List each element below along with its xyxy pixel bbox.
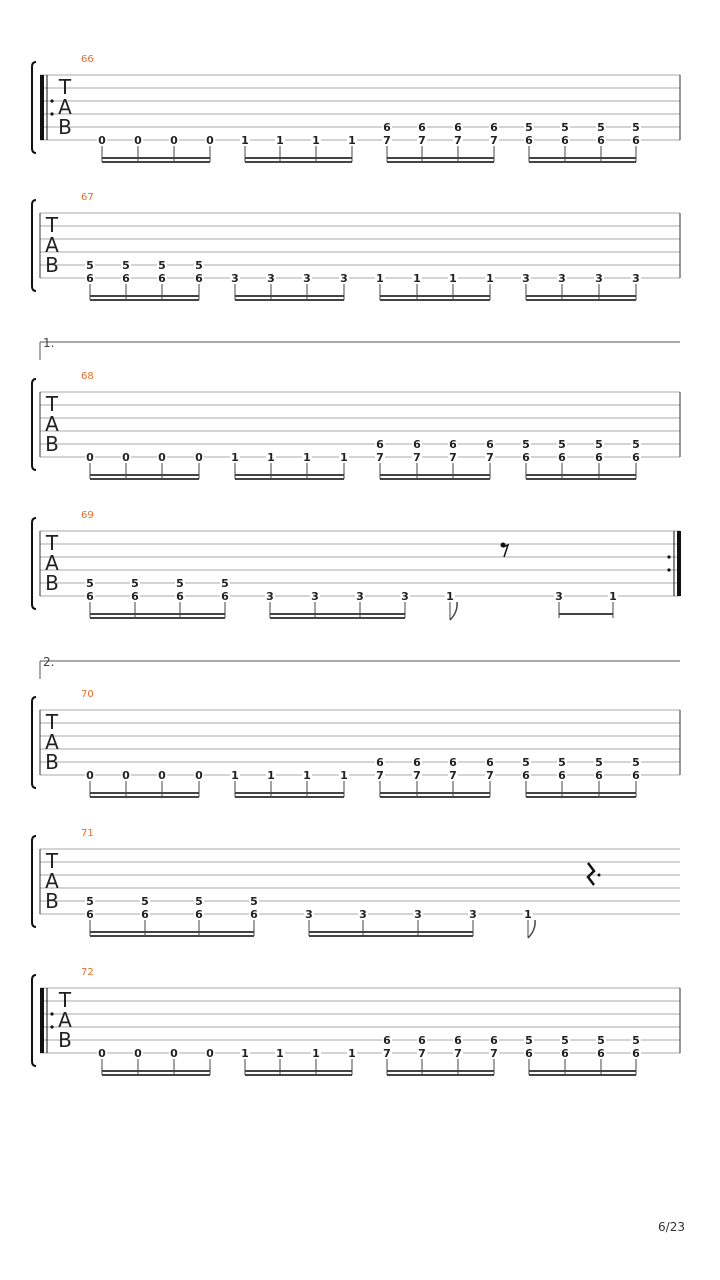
fret-number: 1 (376, 272, 384, 285)
fret-number: 7 (418, 1047, 426, 1060)
fret-number: 6 (632, 451, 640, 464)
fret-number: 3 (303, 272, 311, 285)
fret-number: 0 (122, 769, 130, 782)
fret-number: 6 (454, 1034, 462, 1047)
fret-number: 3 (632, 272, 640, 285)
fret-number: 5 (632, 121, 640, 134)
beat-group (230, 769, 349, 797)
fret-number: 6 (195, 908, 203, 921)
repeat-dot (50, 99, 53, 102)
fret-number: 6 (454, 121, 462, 134)
fret-number: 3 (414, 908, 422, 921)
fret-number: 0 (98, 1047, 106, 1060)
fret-number: 5 (632, 438, 640, 451)
fret-number: 5 (250, 895, 258, 908)
beat-group (240, 134, 357, 162)
tab-letter-t: T (45, 849, 59, 873)
fret-number: 6 (449, 756, 457, 769)
eighth-rest (501, 543, 509, 558)
fret-number: 6 (561, 1047, 569, 1060)
repeat-dot (50, 1025, 53, 1028)
repeat-dot (50, 112, 53, 115)
fret-number: 7 (454, 1047, 462, 1060)
fret-number: 6 (122, 272, 130, 285)
fret-number: 1 (231, 769, 239, 782)
fret-number: 5 (131, 577, 139, 590)
fret-number: 5 (195, 259, 203, 272)
fret-number: 1 (446, 590, 454, 603)
repeat-dot (667, 568, 670, 571)
rest-stroke (503, 545, 508, 557)
fret-number: 0 (134, 134, 142, 147)
fret-number: 7 (486, 451, 494, 464)
system-bracket (32, 697, 36, 788)
fret-number: 6 (525, 1047, 533, 1060)
fret-number: 5 (176, 577, 184, 590)
fret-number: 1 (486, 272, 494, 285)
tab-letter-t: T (45, 710, 59, 734)
fret-number: 1 (340, 769, 348, 782)
tab-system (32, 967, 680, 1075)
system-bracket (32, 62, 36, 153)
fret-number: 7 (454, 134, 462, 147)
fret-number: 5 (195, 895, 203, 908)
fret-number: 5 (597, 121, 605, 134)
fret-number: 5 (522, 438, 530, 451)
fret-number: 1 (609, 590, 617, 603)
measure-number: 72 (81, 967, 94, 978)
beat-group (375, 272, 495, 300)
page-number: 6/23 (658, 1220, 685, 1234)
beat-group (230, 451, 349, 479)
fret-number: 3 (555, 590, 563, 603)
volta-bracket (40, 336, 680, 360)
note-flag (450, 602, 457, 620)
repeat-start-thick-bar (40, 988, 44, 1053)
note-flag (528, 920, 535, 938)
tab-letter-t: T (58, 988, 72, 1012)
fret-number: 5 (86, 577, 94, 590)
fret-number: 5 (86, 895, 94, 908)
fret-number: 1 (340, 451, 348, 464)
measure-number: 68 (81, 371, 94, 382)
fret-number: 7 (490, 134, 498, 147)
fret-number: 3 (359, 908, 367, 921)
fret-number: 6 (486, 438, 494, 451)
beat-group (554, 590, 618, 618)
tab-letter-b: B (58, 1028, 72, 1052)
fret-number: 5 (86, 259, 94, 272)
fret-number: 6 (86, 272, 94, 285)
fret-number: 5 (632, 1034, 640, 1047)
system-bracket (32, 836, 36, 927)
fret-number: 3 (311, 590, 319, 603)
fret-number: 1 (348, 134, 356, 147)
fret-number: 1 (241, 1047, 249, 1060)
beat-group (265, 590, 410, 618)
fret-number: 0 (206, 1047, 214, 1060)
fret-number: 6 (376, 756, 384, 769)
fret-number: 0 (158, 451, 166, 464)
fret-number: 5 (632, 756, 640, 769)
fret-number: 5 (595, 438, 603, 451)
fret-number: 6 (522, 769, 530, 782)
tab-system (32, 689, 680, 797)
repeat-dot (50, 1012, 53, 1015)
fret-number: 7 (383, 134, 391, 147)
fret-number: 1 (303, 769, 311, 782)
tab-letter-t: T (58, 75, 72, 99)
tab-letter-a: A (45, 233, 59, 257)
fret-number: 7 (376, 451, 384, 464)
tab-letter-t: T (45, 531, 59, 555)
fret-number: 6 (522, 451, 530, 464)
fret-number: 5 (595, 756, 603, 769)
volta-label: 2. (43, 655, 55, 669)
system-bracket (32, 200, 36, 291)
fret-number: 5 (522, 756, 530, 769)
fret-number: 6 (558, 769, 566, 782)
fret-number: 5 (221, 577, 229, 590)
fret-number: 3 (595, 272, 603, 285)
tab-system (32, 510, 681, 620)
fret-number: 3 (522, 272, 530, 285)
tab-letter-b: B (45, 571, 59, 595)
fret-number: 3 (305, 908, 313, 921)
beat-group (445, 590, 457, 620)
fret-number: 6 (176, 590, 184, 603)
fret-number: 0 (134, 1047, 142, 1060)
fret-number: 5 (558, 438, 566, 451)
fret-number: 6 (195, 272, 203, 285)
measure-number: 67 (81, 192, 94, 203)
fret-number: 6 (486, 756, 494, 769)
fret-number: 1 (348, 1047, 356, 1060)
repeat-start-thick-bar (40, 75, 44, 140)
fret-number: 6 (221, 590, 229, 603)
fret-number: 5 (561, 121, 569, 134)
measure-number: 71 (81, 828, 94, 839)
tab-letter-a: A (58, 95, 72, 119)
system-bracket (32, 518, 36, 609)
fret-number: 0 (195, 769, 203, 782)
beat-group (523, 908, 535, 938)
tab-letter-t: T (45, 213, 59, 237)
fret-number: 5 (561, 1034, 569, 1047)
system-bracket (32, 379, 36, 470)
fret-number: 6 (376, 438, 384, 451)
fret-number: 6 (490, 1034, 498, 1047)
system-bracket (32, 975, 36, 1066)
fret-number: 6 (86, 908, 94, 921)
tab-letter-a: A (45, 730, 59, 754)
tab-letter-a: A (45, 412, 59, 436)
beat-group (97, 134, 215, 162)
fret-number: 5 (558, 756, 566, 769)
fret-number: 6 (131, 590, 139, 603)
fret-number: 3 (231, 272, 239, 285)
volta-bracket (40, 655, 680, 679)
fret-number: 7 (376, 769, 384, 782)
fret-number: 6 (597, 1047, 605, 1060)
fret-number: 0 (158, 769, 166, 782)
beat-group (240, 1047, 357, 1075)
fret-number: 3 (401, 590, 409, 603)
tab-letter-b: B (45, 432, 59, 456)
beat-group (304, 908, 478, 936)
measure-number: 69 (81, 510, 94, 521)
fret-number: 6 (449, 438, 457, 451)
fret-number: 7 (413, 451, 421, 464)
fret-number: 0 (170, 134, 178, 147)
fret-number: 6 (413, 438, 421, 451)
fret-number: 1 (303, 451, 311, 464)
repeat-dot (667, 555, 670, 558)
fret-number: 1 (449, 272, 457, 285)
fret-number: 3 (469, 908, 477, 921)
tab-system (32, 54, 680, 162)
fret-number: 1 (267, 769, 275, 782)
fret-number: 6 (632, 769, 640, 782)
tab-letter-a: A (45, 551, 59, 575)
tab-letter-t: T (45, 392, 59, 416)
beat-group (521, 272, 641, 300)
fret-number: 5 (158, 259, 166, 272)
fret-number: 3 (266, 590, 274, 603)
tab-system (32, 192, 680, 300)
fret-number: 6 (525, 134, 533, 147)
fret-number: 1 (276, 134, 284, 147)
fret-number: 5 (122, 259, 130, 272)
tab-letter-b: B (45, 253, 59, 277)
fret-number: 3 (356, 590, 364, 603)
fret-number: 7 (413, 769, 421, 782)
fret-number: 6 (158, 272, 166, 285)
fret-number: 6 (597, 134, 605, 147)
fret-number: 5 (525, 121, 533, 134)
tab-letter-a: A (58, 1008, 72, 1032)
fret-number: 1 (241, 134, 249, 147)
fret-number: 6 (141, 908, 149, 921)
fret-number: 5 (525, 1034, 533, 1047)
fret-number: 6 (418, 1034, 426, 1047)
fret-number: 1 (524, 908, 532, 921)
fret-number: 6 (383, 1034, 391, 1047)
fret-number: 1 (413, 272, 421, 285)
measure-number: 70 (81, 689, 94, 700)
fret-number: 5 (141, 895, 149, 908)
rest-dot (598, 874, 601, 877)
tab-letter-a: A (45, 869, 59, 893)
measure-number: 66 (81, 54, 94, 65)
beat-group (85, 769, 204, 797)
tab-letter-b: B (45, 750, 59, 774)
fret-number: 6 (595, 769, 603, 782)
fret-number: 1 (267, 451, 275, 464)
fret-number: 6 (413, 756, 421, 769)
fret-number: 0 (86, 451, 94, 464)
repeat-end-thick-bar (677, 531, 681, 596)
tab-system (32, 371, 680, 479)
volta-label: 1. (43, 336, 55, 350)
fret-number: 6 (632, 1047, 640, 1060)
fret-number: 1 (312, 134, 320, 147)
fret-number: 6 (561, 134, 569, 147)
fret-number: 0 (98, 134, 106, 147)
fret-number: 7 (383, 1047, 391, 1060)
fret-number: 7 (486, 769, 494, 782)
fret-number: 6 (383, 121, 391, 134)
beat-group (97, 1047, 215, 1075)
beat-group (230, 272, 349, 300)
fret-number: 6 (418, 121, 426, 134)
fret-number: 7 (449, 451, 457, 464)
fret-number: 0 (206, 134, 214, 147)
fret-number: 3 (558, 272, 566, 285)
quarter-rest-dotted (588, 863, 601, 885)
fret-number: 0 (122, 451, 130, 464)
fret-number: 6 (86, 590, 94, 603)
fret-number: 0 (195, 451, 203, 464)
fret-number: 6 (632, 134, 640, 147)
tab-letter-b: B (45, 889, 59, 913)
tab-system (32, 828, 680, 938)
fret-number: 7 (490, 1047, 498, 1060)
fret-number: 5 (597, 1034, 605, 1047)
fret-number: 0 (170, 1047, 178, 1060)
fret-number: 1 (231, 451, 239, 464)
fret-number: 0 (86, 769, 94, 782)
tab-letter-b: B (58, 115, 72, 139)
fret-number: 6 (490, 121, 498, 134)
fret-number: 3 (340, 272, 348, 285)
fret-number: 6 (558, 451, 566, 464)
fret-number: 3 (267, 272, 275, 285)
fret-number: 1 (276, 1047, 284, 1060)
fret-number: 7 (418, 134, 426, 147)
fret-number: 6 (250, 908, 258, 921)
fret-number: 7 (449, 769, 457, 782)
fret-number: 6 (595, 451, 603, 464)
fret-number: 1 (312, 1047, 320, 1060)
beat-group (85, 451, 204, 479)
rest-stroke (588, 863, 594, 885)
